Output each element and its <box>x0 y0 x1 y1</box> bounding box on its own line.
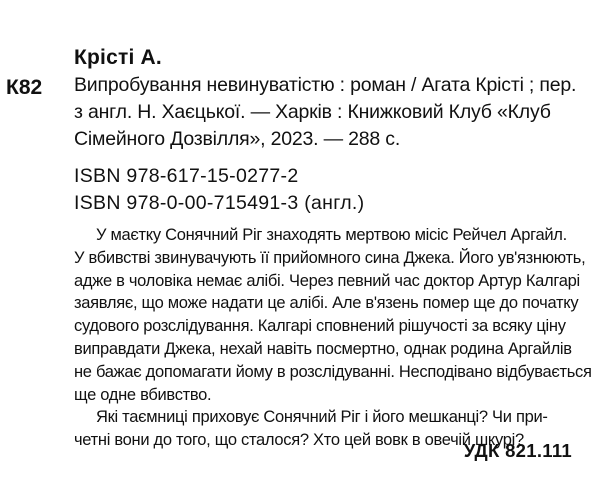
annotation-line: виправдати Джека, нехай навіть посмертно, однак родина Аргайлів <box>74 339 572 358</box>
udc-index: УДК 821.111 <box>463 440 572 461</box>
author-heading: Крісті А. <box>74 46 162 69</box>
annotation-line: У вбивстві звинувачують її прийомного сина Джека. Його ув'язнюють, <box>74 248 586 267</box>
annotation-line: четні вони до того, що сталося? Хто цей вовк в овечій шкурі? <box>74 431 524 450</box>
annotation-line: не бажає допомагати йому в розслідуванні. Несподівано відбувається <box>74 362 592 381</box>
bibliographic-description <box>74 72 590 153</box>
annotation-line: ще одне вбивство. <box>74 385 212 404</box>
isbn-line: ISBN 978-0-00-715491-3 (англ.) <box>74 192 365 214</box>
isbn-line: ISBN 978-617-15-0277-2 <box>74 165 299 187</box>
isbn-block <box>74 163 364 217</box>
annotation-line: заявляє, що може надати це алібі. Але в'язень помер ще до початку <box>74 294 579 313</box>
bib-line: Сімейного Дозвілля», 2023. — 288 с. <box>74 128 401 150</box>
annotation-line: Які таємниці приховує Сонячний Ріг і його мешканці? Чи при- <box>96 408 548 427</box>
annotation-line: судового розслідування. Калгарі сповнений рішучості за всяку ціну <box>74 317 566 336</box>
bib-line: з англ. Н. Хаєцької. — Харків : Книжковий Клуб «Клуб <box>74 101 551 123</box>
annotation <box>74 224 590 452</box>
annotation-line: У маєтку Сонячний Ріг знаходять мертвою місіс Рейчел Аргайл. <box>96 226 567 244</box>
bib-line: Випробування невинуватістю : роман / Агата Крісті ; пер. <box>74 74 577 96</box>
annotation-line: адже в чоловіка немає алібі. Через певний час доктор Артур Калгарі <box>74 271 580 290</box>
author-mark: К82 <box>6 76 43 99</box>
